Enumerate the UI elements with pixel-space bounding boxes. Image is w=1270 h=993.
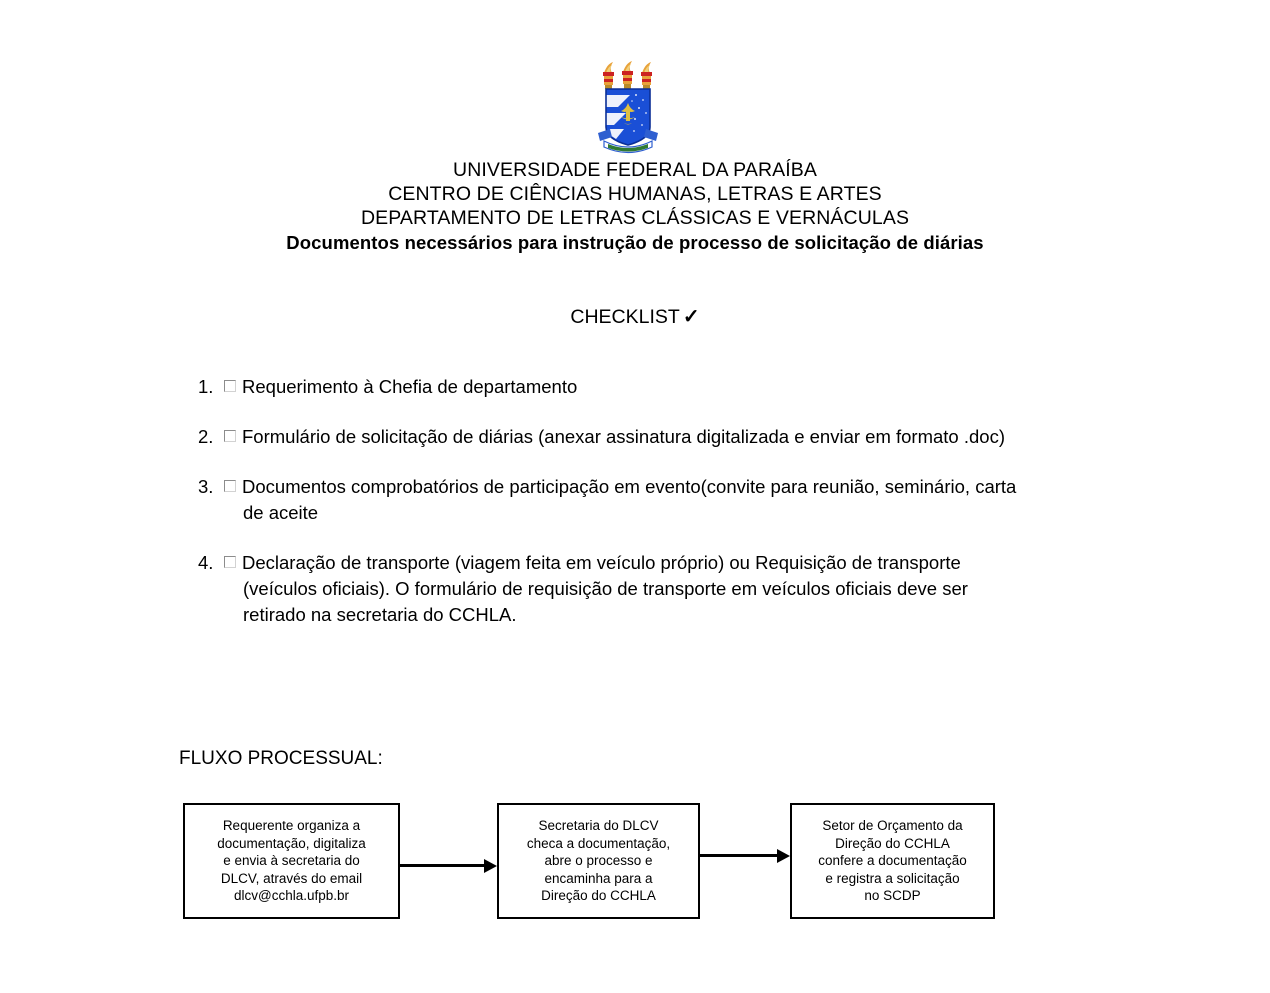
logo-container [0, 55, 1270, 155]
checkbox-item-2[interactable] [224, 430, 236, 442]
checklist-item [198, 474, 1028, 526]
checklist-item-text: Documentos comprobatórios de participação em evento(convite para reunião, seminário, carta de aceite [242, 476, 1017, 523]
flow-step-box-1 [183, 803, 400, 919]
flow-step-email: dlcv@cchla.ufpb.br [233, 888, 349, 904]
flow-step-box-3 [790, 803, 995, 919]
checklist-item [198, 424, 1028, 450]
ufpb-coat-of-arms-icon [590, 55, 680, 155]
checklist-item-text: Requerimento à Chefia de departamento [242, 376, 578, 397]
arrow-shaft [700, 854, 779, 857]
checklist-item-number: 2. [198, 426, 214, 447]
process-flow-diagram [0, 803, 1270, 923]
flow-step-line: Secretaria do DLCV [538, 818, 659, 834]
flow-arrow-1 [400, 859, 497, 873]
checklist-item-number: 4. [198, 552, 214, 573]
checkbox-item-4[interactable] [224, 556, 236, 568]
document-subtitle: Documentos necessários para instrução de processo de solicitação de diárias [286, 232, 984, 253]
checklist-item-number: 3. [198, 476, 214, 497]
flow-step-line: Direção do CCHLA [541, 888, 656, 904]
checkbox-item-1[interactable] [224, 380, 236, 392]
document-header [0, 158, 1270, 255]
flow-step-line: documentação, digitaliza [217, 835, 366, 851]
arrow-head-icon [777, 849, 790, 863]
arrow-head-icon [484, 859, 497, 873]
flow-step-line: no SCDP [864, 888, 921, 904]
checklist-item-text: Declaração de transporte (viagem feita em veículo próprio) ou Requisição de transporte (veículos oficiais). O formulário de requisição de transporte em veículos oficiais deve ser retirado na secretaria do CCHLA. [242, 552, 968, 625]
flow-step-line: encaminha para a [544, 870, 653, 886]
flow-step-line: checa a documentação, [526, 835, 671, 851]
flow-step-line: Requerente organiza a [222, 818, 361, 834]
flow-step-line: e envia à secretaria do [223, 853, 360, 869]
flow-step-line: confere a documentação [818, 853, 967, 869]
flow-step-line: abre o processo e [544, 853, 653, 869]
checklist-heading-label: CHECKLIST [570, 306, 680, 328]
flow-step-line: Direção do CCHLA [835, 835, 950, 851]
checklist-item [198, 550, 1028, 628]
checklist-item-number: 1. [198, 376, 214, 397]
flow-step-line: Setor de Orçamento da [822, 818, 963, 834]
checklist-item [198, 374, 1028, 400]
header-line-department: DEPARTAMENTO DE LETRAS CLÁSSICAS E VERNÁCULAS [360, 207, 910, 229]
flow-section-label: FLUXO PROCESSUAL: [179, 748, 383, 769]
arrow-shaft [400, 864, 486, 867]
checklist-item-text: Formulário de solicitação de diárias (anexar assinatura digitalizada e enviar em formato .doc) [242, 426, 1005, 447]
flow-step-line: e registra a solicitação [825, 870, 960, 886]
checklist-heading [0, 305, 1270, 329]
checklist-items [198, 374, 1028, 652]
flow-step-line: DLCV, através do email [220, 870, 363, 886]
flow-arrow-2 [700, 849, 790, 863]
header-line-university: UNIVERSIDADE FEDERAL DA PARAÍBA [453, 159, 817, 181]
flow-step-box-2 [497, 803, 700, 919]
check-mark-icon: ✓ [682, 306, 700, 328]
header-line-center: CENTRO DE CIÊNCIAS HUMANAS, LETRAS E ARTES [388, 183, 882, 205]
checkbox-item-3[interactable] [224, 480, 236, 492]
